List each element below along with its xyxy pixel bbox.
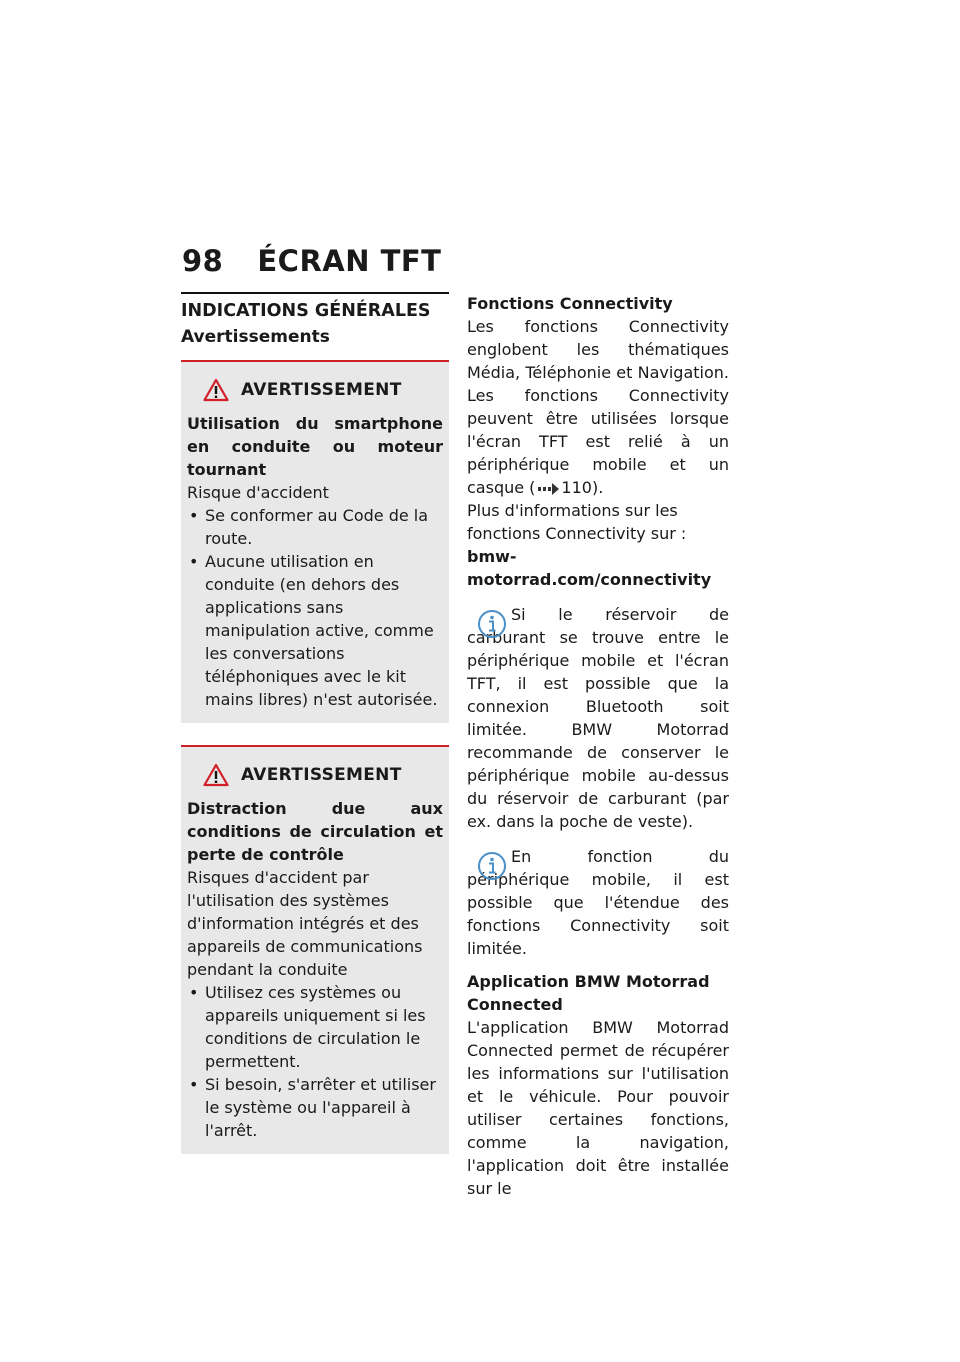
warning-box xyxy=(181,745,449,1154)
warning-subject: Distraction due aux conditions de circulation et perte de contrôle xyxy=(187,799,443,864)
section-title: ÉCRAN TFT xyxy=(257,244,442,278)
connectivity-link[interactable]: bmw-motorrad.com/connectivity xyxy=(467,547,712,589)
warning-subject: Utilisation du smartphone en conduite ou moteur tournant xyxy=(187,414,443,479)
warning-box xyxy=(181,360,449,723)
info-note xyxy=(467,603,729,833)
connectivity-title: Fonctions Connectivity xyxy=(467,294,673,313)
list-item: • Si besoin, s'arrêter et utiliser le système ou l'appareil à l'arrêt. xyxy=(187,1073,443,1142)
warning-risk: Risques d'accident par l'utilisation des systèmes d'information intégrés et des appareils de communications pendant la conduite xyxy=(187,868,423,979)
subheading: Avertissements xyxy=(181,327,330,347)
info-icon xyxy=(477,851,507,881)
page-reference[interactable]: 110 xyxy=(561,478,592,497)
note-text-content: Si le réservoir de carburant se trouve entre le périphérique mobile et l'écran TFT, il est possible que la connexion Bluetooth soit limitée. BMW Motorrad recommande de conserver le périphérique mobile au-dessus du réservoir de carburant (par ex. dans la poche de veste). xyxy=(467,605,729,831)
warning-triangle-icon xyxy=(203,763,229,787)
warning-header xyxy=(203,761,443,789)
warning-instructions xyxy=(187,981,443,1142)
warning-risk: Risque d'accident xyxy=(187,483,329,502)
section-rule xyxy=(181,292,449,294)
spacer xyxy=(467,960,729,970)
right-column xyxy=(467,292,729,1200)
page-header xyxy=(182,244,441,278)
info-note xyxy=(467,845,729,960)
warning-title: AVERTISSEMENT xyxy=(241,765,402,785)
page-number: 98 xyxy=(182,244,224,278)
list-item: • Se conformer au Code de la route. xyxy=(187,504,443,550)
list-item: • Aucune utilisation en conduite (en dehors des applications sans manipulation active, comme les conversations téléphoniques avec le kit mains libres) n'est autorisée. xyxy=(187,550,443,711)
more-info-paragraph xyxy=(467,499,729,591)
connectivity-paragraph: Les fonctions Connectivity englobent les thématiques Média, Téléphonie et Navigation. Les fonctions Connectivity peuvent être utilisées lorsque l'écran TFT est relié à un périphérique mobile et un casque ( 110). xyxy=(467,317,729,497)
warning-header xyxy=(203,376,443,404)
info-icon xyxy=(477,609,507,639)
note-text-content: En fonction du périphérique mobile, il est possible que l'étendue des fonctions Connectivity soit limitée. xyxy=(467,847,729,958)
warning-instructions xyxy=(187,504,443,711)
page-reference-arrow-icon xyxy=(537,483,559,495)
warning-triangle-icon xyxy=(203,378,229,402)
app-title: Application BMW Motorrad Connected xyxy=(467,972,710,1014)
warning-title: AVERTISSEMENT xyxy=(241,380,402,400)
list-item: • Utilisez ces systèmes ou appareils uniquement si les conditions de circulation le permettent. xyxy=(187,981,443,1073)
app-text: L'application BMW Motorrad Connected permet de récupérer les informations sur l'utilisation et le véhicule. Pour pouvoir utiliser certaines fonctions, comme la navigation, l'application doit être installée sur le xyxy=(467,1018,729,1198)
connectivity-text: Les fonctions Connectivity englobent les thématiques Média, Téléphonie et Navigation. Les fonctions Connectivity peuvent être utilisées lorsque l'écran TFT est relié à un périphérique mobile et un casque xyxy=(467,317,729,497)
section-heading: INDICATIONS GÉNÉRALES xyxy=(181,301,431,321)
left-column xyxy=(181,292,449,1154)
more-info-text: Plus d'informations sur les fonctions Connectivity sur : xyxy=(467,501,687,543)
